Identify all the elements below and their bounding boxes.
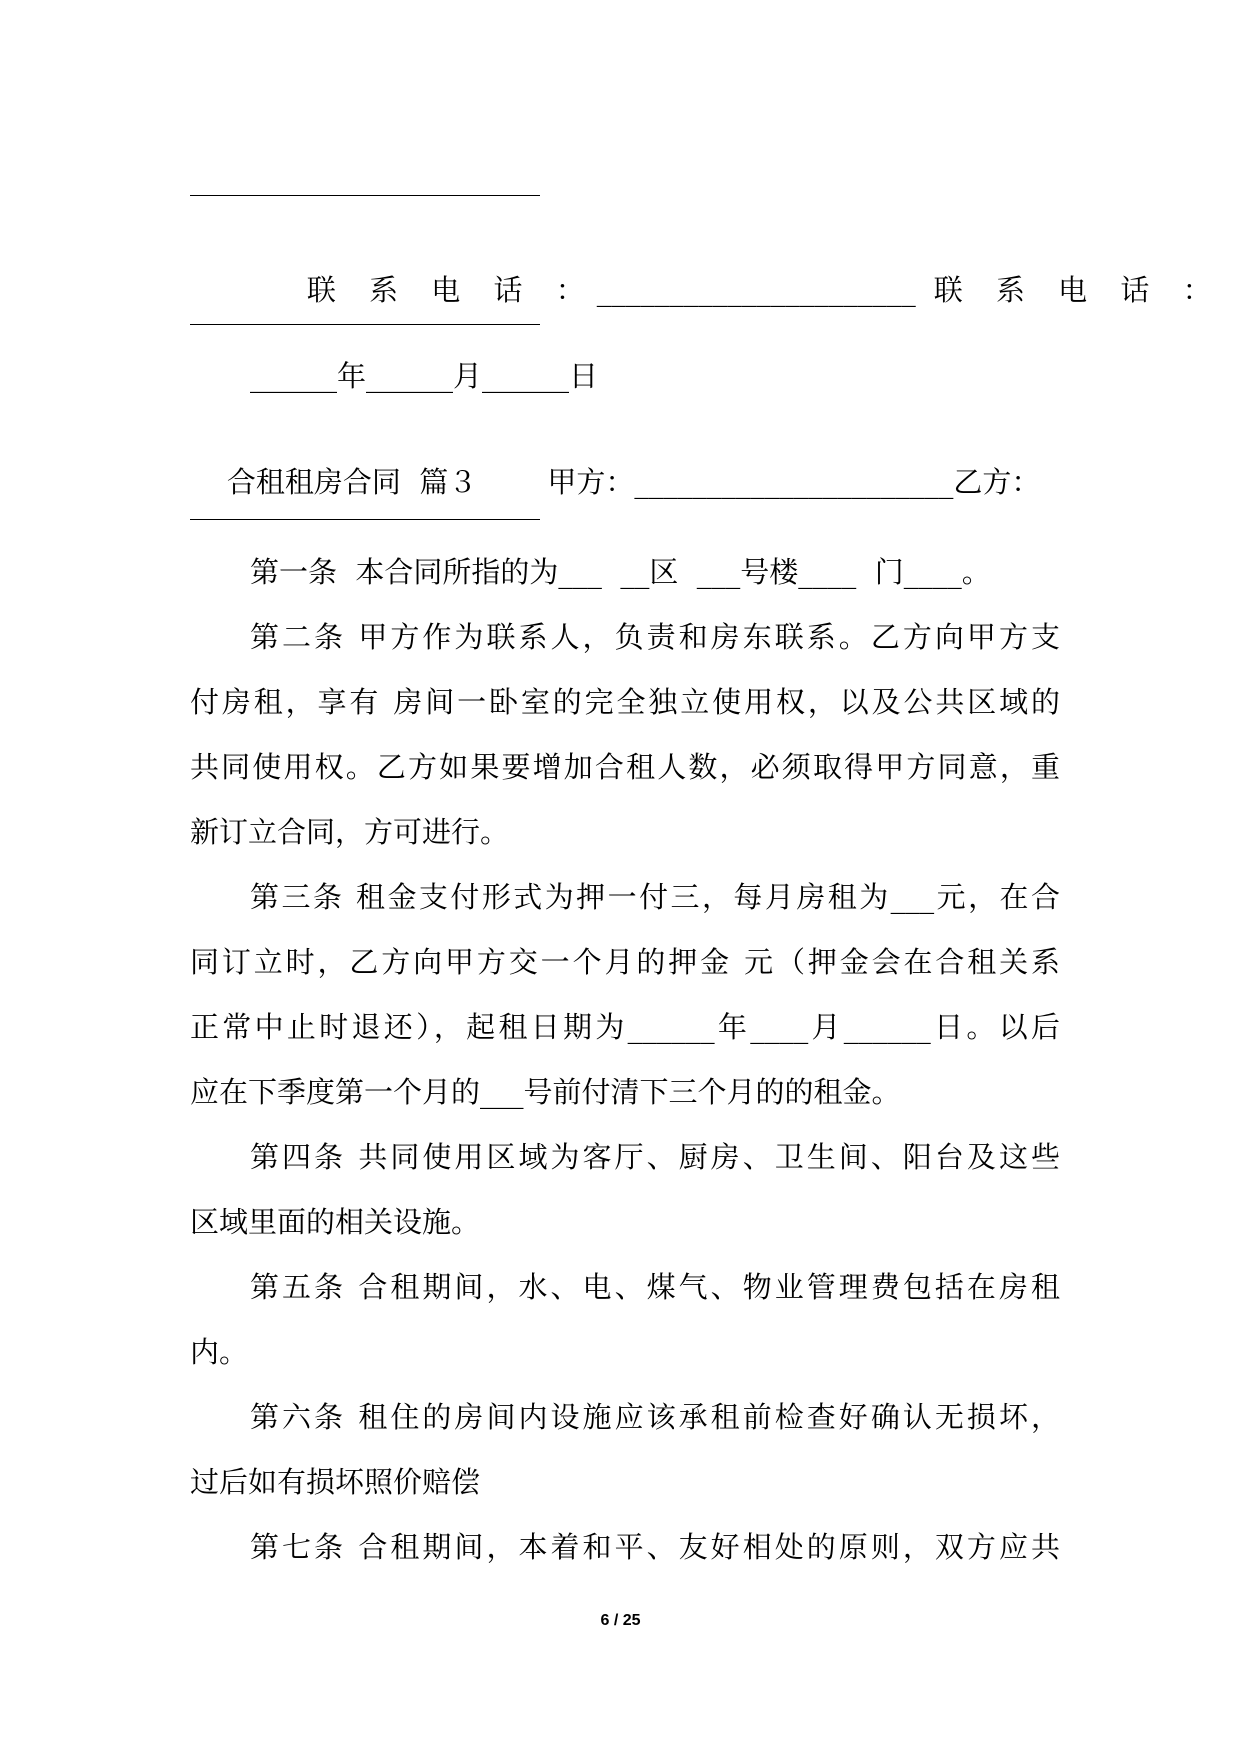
article-1-line-1: 第一条 本合同所指的为___ __区 ___号楼____ 门____。 <box>250 555 991 589</box>
article-3-line-4: 应在下季度第一个月的___号前付清下三个月的的租金。 <box>190 1075 901 1109</box>
article-3-line-2: 同订立时，乙方向甲方交一个月的押金 元（押金会在合租关系 <box>190 945 1060 979</box>
article-5-line-2: 内。 <box>190 1335 249 1369</box>
signature-blank-line <box>190 324 540 325</box>
contact-phone-line <box>270 230 1224 350</box>
page-number: 6 / 25 <box>600 1612 641 1629</box>
article-6-line-1: 第六条 租住的房间内设施应该承租前检查好确认无损坏， <box>250 1400 1060 1434</box>
article-2-line-4: 新订立合同，方可进行。 <box>190 815 510 849</box>
article-6-line-2: 过后如有损坏照价赔偿 <box>190 1465 481 1499</box>
article-3-line-1: 第三条 租金支付形式为押一付三，每月房租为___元，在合 <box>250 880 1060 914</box>
title-line <box>190 422 1060 542</box>
article-2-line-1: 第二条 甲方作为联系人，负责和房东联系。乙方向甲方支 <box>250 620 1060 654</box>
article-2-line-3: 共同使用权。乙方如果要增加合租人数，必须取得甲方同意，重 <box>190 750 1060 784</box>
contact-phone-label-right: 联 系 电 话 ： <box>933 273 1224 307</box>
article-7-line-1: 第七条 合租期间，本着和平、友好相处的原则，双方应共 <box>250 1530 1060 1564</box>
date-line: ______年______月______日 <box>250 359 599 393</box>
article-5-line-1: 第五条 合租期间，水、电、煤气、物业管理费包括在房租 <box>250 1270 1060 1304</box>
article-3-line-3: 正常中止时退还），起租日期为______年____月______日。以后 <box>190 1010 1060 1044</box>
party-a-line: 甲方：______________________乙方： <box>547 465 1041 499</box>
article-2-line-2: 付房租，享有 房间一卧室的完全独立使用权，以及公共区域的 <box>190 685 1060 719</box>
signature-blank-line <box>190 195 540 196</box>
article-4-line-2: 区域里面的相关设施。 <box>190 1205 481 1239</box>
contract-title: 合租租房合同 篇３ <box>226 465 478 499</box>
signature-blank-line <box>190 519 540 520</box>
contact-phone-label-left: 联 系 电 话 ： <box>306 273 597 307</box>
contact-phone-blank-left: ______________________ <box>596 273 916 307</box>
article-4-line-1: 第四条 共同使用区域为客厅、厨房、卫生间、阳台及这些 <box>250 1140 1060 1174</box>
